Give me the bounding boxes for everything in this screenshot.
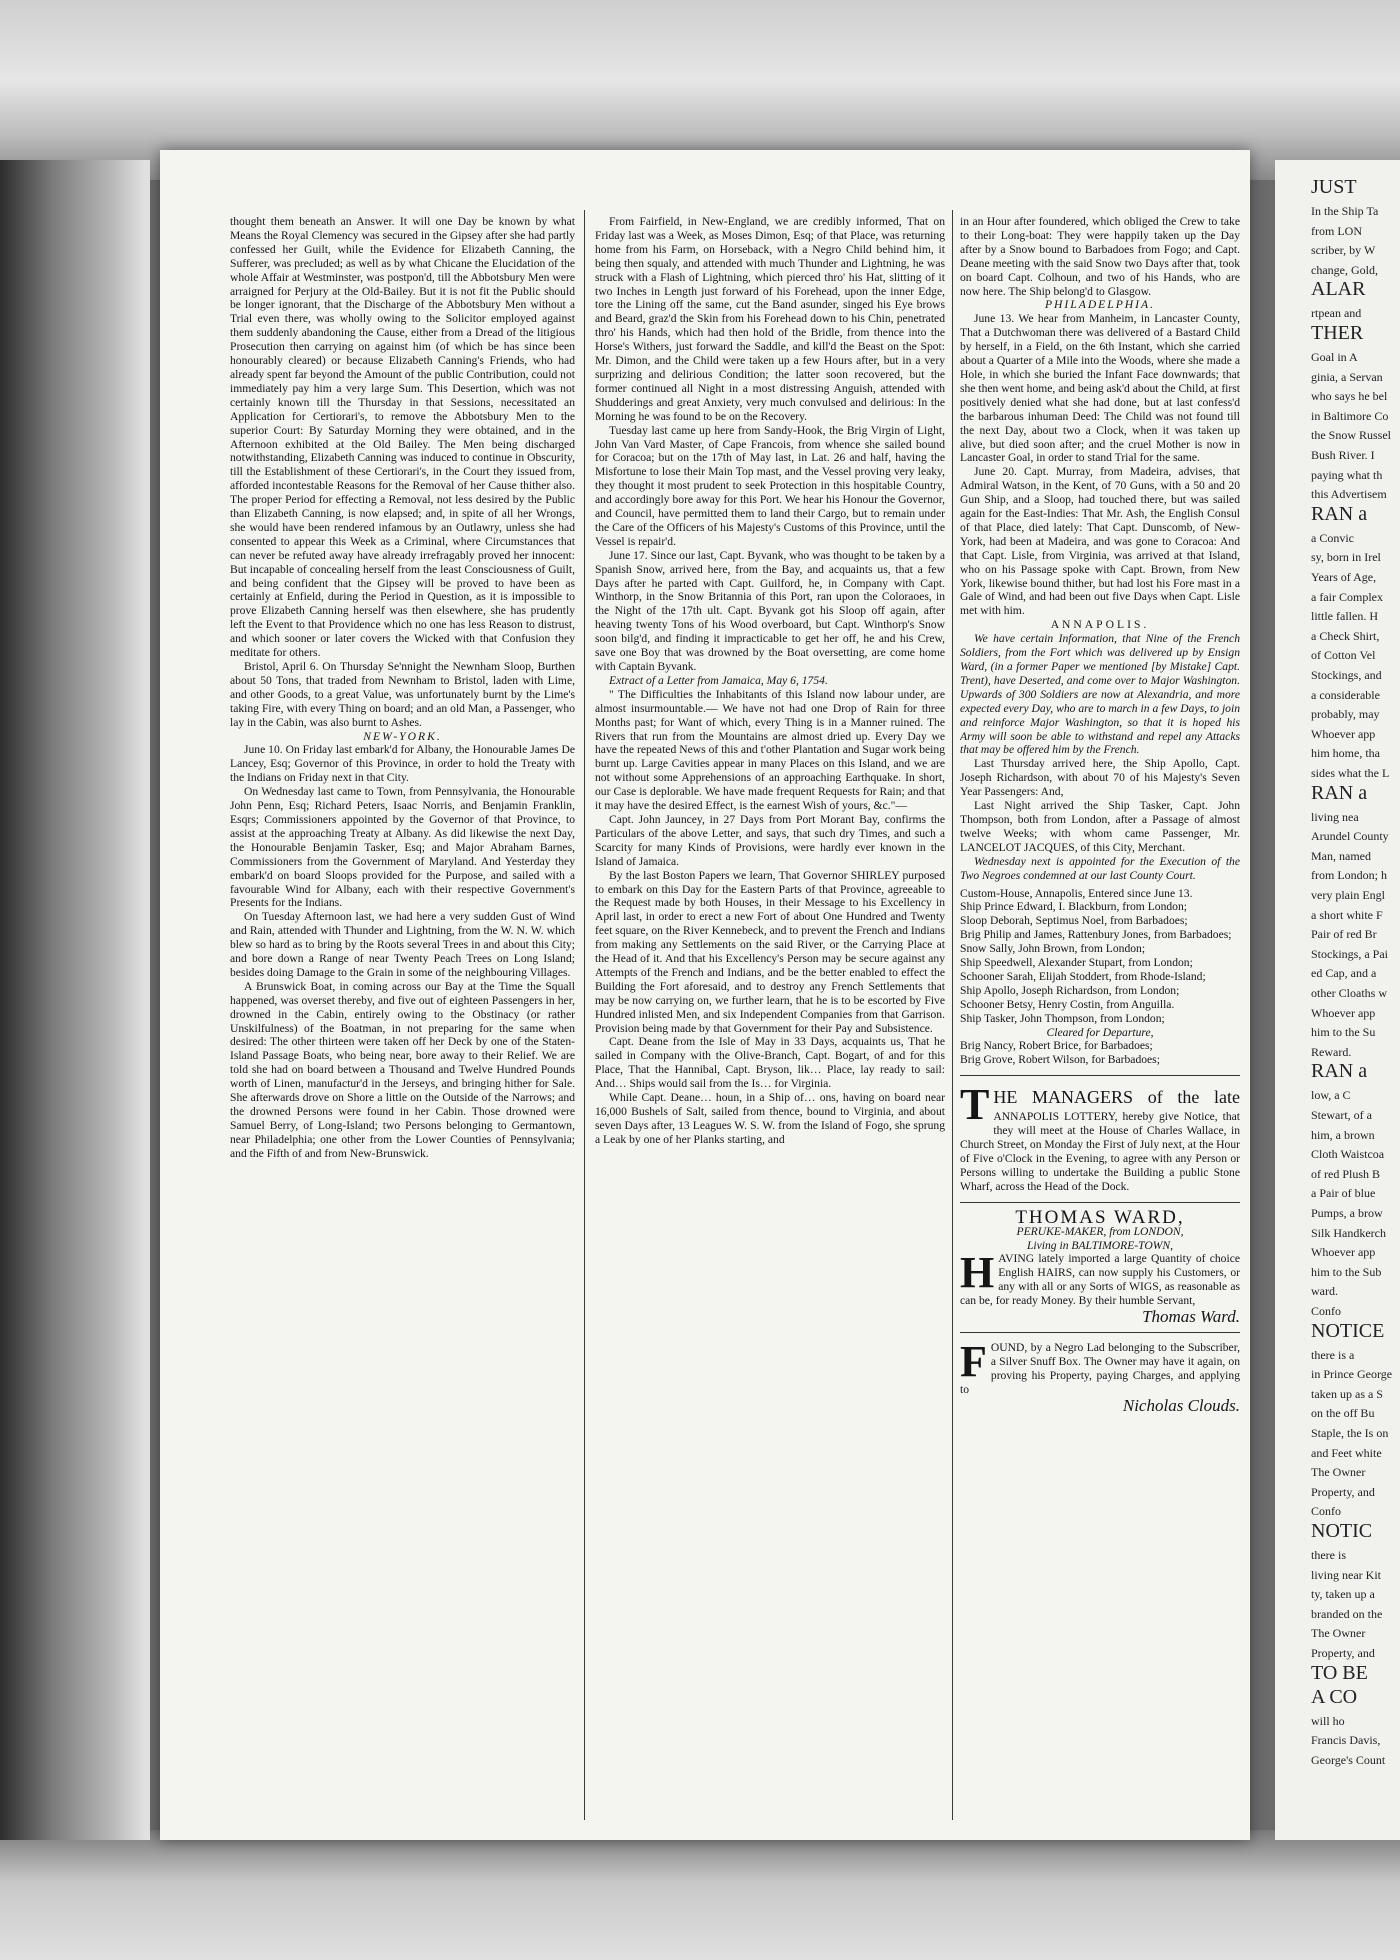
- fragment-line: Arundel County: [1311, 829, 1389, 844]
- article-text: June 20. Capt. Murray, from Madeira, advises, that Admiral Watson, in the Kent, of 70 Guns, with a 50 and 20 Gun Ship, and a Sloop, had touched there, but was sailed again for the East-Indies: That Mr. Ash, the English Consul of that Place, died lately: That Capt. Dunscomb, of New-York, had been at Madeira, and was gone to Coracoa: And that Capt. Lisle, from Virginia, was arrived at that Island, who on his Passage spoke with Capt. Brown, from New York, likewise bound thither, but had lost his Fore mast in a Gale of Wind, and had been out five Days when Capt. Lisle met with him.: [960, 465, 1240, 618]
- divider: [960, 1202, 1240, 1203]
- fragment-line: there is a: [1311, 1347, 1355, 1362]
- fragment-line: a fair Complex: [1311, 589, 1383, 604]
- list-item: Snow Sally, John Brown, from London;: [960, 942, 1146, 956]
- fragment-line: a Convic: [1311, 530, 1354, 545]
- fragment-line: will ho: [1311, 1713, 1345, 1728]
- found-advertisement: [960, 1336, 1240, 1415]
- wigmaker-advertisement: [960, 1206, 1240, 1327]
- fragment-line: Stockings, a Pai: [1311, 946, 1388, 961]
- fragment-line: The Owner: [1311, 1465, 1366, 1480]
- list-item: Brig Philip and James, Rattenbury Jones, from Barbadoes;: [960, 928, 1232, 942]
- fragment-line: him to the Su: [1311, 1025, 1376, 1040]
- fragment-line: Bush River. I: [1311, 448, 1375, 462]
- fragment-line: a Pair of blue: [1311, 1186, 1376, 1201]
- fragment-line: Confo: [1311, 1304, 1341, 1318]
- fragment-line: paying what th: [1311, 467, 1383, 482]
- next-page-fragment: [1275, 160, 1400, 1840]
- fragment-line: him home, tha: [1311, 746, 1380, 761]
- fragment-line: of red Plush B: [1311, 1166, 1380, 1181]
- fragment-line: Pair of red Br: [1311, 927, 1377, 942]
- list-item: Ship Apollo, Joseph Richardson, from London;: [960, 983, 1180, 997]
- fragment-line: and Feet white: [1311, 1445, 1382, 1460]
- article-text: Wednesday next is appointed for the Execution of the Two Negroes condemned at our last County Court.: [960, 854, 1240, 882]
- column-rule: [952, 210, 953, 1820]
- dateline-annapolis: ANNAPOLIS.: [1050, 618, 1150, 632]
- fragment-line: other Cloaths w: [1311, 986, 1387, 1000]
- scan-background-bottom: [0, 1830, 1400, 1960]
- letter-text: " The Difficulties the Inhabitants of this Island now labour under, are almost insurmountable.— We have not had one Drop of Rain for three Months past; for Want of which, every Thing is in a Manner ruined. The Rivers that run from the Mountains are almost dried up. Every Day we have the repeated News of this and t'other Plantation and Sugar work being burnt up. Large Cavities appear in many Places on this Island, and we are not without some Apprehensions of an approaching Earthquake. In short, our Case is deplorable. We have made frequent Requests for Rain; and that it may have the desired Effect, is the earnest Wish of yours, &c."—: [595, 687, 945, 813]
- ad-name: THOMAS WARD,: [1015, 1206, 1185, 1228]
- fragment-line: ginia, a Servan: [1311, 369, 1383, 384]
- fragment-line: NOTIC: [1311, 1520, 1373, 1542]
- ad-signature: Nicholas Clouds.: [1122, 1395, 1240, 1415]
- column-2: [595, 215, 945, 1820]
- article-text: June 10. On Friday last embark'd for Albany, the Honourable James De Lancey, Esq; Governor of this Province, in order to hold the Treaty with the Indians on Friday next in that City.: [230, 743, 575, 785]
- article-text: From Fairfield, in New-England, we are credibly informed, That on Friday last was a Week, as Moses Dimon, Esq; of that Place, was returning home from his Farm, on Horseback, with a Negro Child behind him, it being then squaly, and attended with much Thunder and Lightning, he was struck with a Flash of Lightning, which pierced thro' his Hat, slitting of it two Inches in Length just forward of his Forehead, upon the inner Edge, tore the Lining off the same, cut the Band asunder, singed his Eye brows and Beard, graz'd the Skin from his Forehead down to his Chin, penetrated thro' his Hands, which had then hold of the Bridle, from thence into the Horse's Withers, just forward the Saddle, and kill'd the Beast on the Spot: Mr. Dimon, and the Child were taken up a few Hours after, but in a very surprizing and delirious Condition; the latter soon recovered, but the former continued all Night in a most distressing Anguish, attended with Shudderings and great Anxiety, very much convulsed and delirious: In the Morning he was found to be on the Recovery.: [595, 215, 945, 423]
- fragment-line: Years of Age,: [1311, 570, 1377, 584]
- fragment-line: a considerable: [1311, 687, 1380, 702]
- fragment-line: sy, born in Irel: [1311, 550, 1381, 565]
- fragment-line: TO BE: [1311, 1661, 1368, 1684]
- fragment-line: this Advertisem: [1311, 487, 1387, 502]
- divider: [960, 1332, 1240, 1333]
- fragment-line: Pumps, a brow: [1311, 1206, 1383, 1220]
- newspaper-page: [160, 150, 1250, 1840]
- fragment-line: The Owner: [1311, 1626, 1366, 1641]
- fragment-line: very plain Engl: [1311, 888, 1385, 902]
- fragment-line: Stewart, of a: [1311, 1108, 1372, 1122]
- article-text: Capt. Deane from the Isle of May in 33 Days, acquaints us, That he sailed in Company with the Olive-Branch, Capt. Bogart, of and for this Place, That the Hannibal, Capt. Bryson, lik… Place, lay ready to sail: And… Ships would sail from the Is… for Virginia.: [595, 1035, 945, 1091]
- column-rule: [584, 210, 585, 1820]
- column-1: [230, 215, 575, 1820]
- fragment-line: THER: [1311, 322, 1364, 344]
- divider: [960, 1075, 1240, 1076]
- fragment-line: Whoever app: [1311, 1005, 1376, 1020]
- article-text: Last Night arrived the Ship Tasker, Capt. John Thompson, both from London, after a Passage of almost twelve Weeks; with whom came Passenger, Mr. LANCELOT JACQUES, of this City, Merchant.: [960, 799, 1240, 854]
- fragment-line: Francis Davis,: [1311, 1733, 1381, 1748]
- ad-signature: Thomas Ward.: [1142, 1307, 1240, 1327]
- article-text: June 17. Since our last, Capt. Byvank, who was thought to be taken by a Spanish Snow, arrived here, from the Bay, and acquaints us, that a few Days after he parted with Capt. Guilford, he, in Company with Capt. Winthorp, in the Snow Britannia of this Port, ran upon the Coloraoes, in the Night of the 17th ult. Capt. Byvank got his Sloop off again, after heaving twenty Tons of his Wood overboard, but Capt. Winthorp's Snow soon bilg'd, and finding it impracticable to get her off, he and his Crew, save one Boy that was drowned by the Boat oversetting, are come home with Captain Byvank.: [595, 548, 945, 673]
- article-text: On Tuesday Afternoon last, we had here a very sudden Gust of Wind and Rain, attended with Thunder and Lightning, from the W. N. W. which blew so hard as to bring by the Roots several Trees in and about this City; and bore down a Range of near Twenty Peach Trees on Long Island; besides doing Damage to the Grain in some of the neighbouring Villages.: [230, 910, 575, 979]
- column-3: [960, 215, 1240, 1820]
- list-item: Schooner Betsy, Henry Costin, from Anguilla.: [960, 997, 1175, 1011]
- fragment-line: taken up as a S: [1311, 1386, 1383, 1401]
- fragment-line: ed Cap, and a: [1311, 966, 1377, 981]
- list-item: Cleared for Departure,: [1046, 1025, 1154, 1039]
- fragment-line: him, a brown: [1311, 1127, 1375, 1142]
- ad-location: Living in BALTIMORE-TOWN,: [1026, 1238, 1174, 1252]
- fragment-line: ward.: [1311, 1284, 1338, 1299]
- dateline-philadelphia: PHILADELPHIA.: [1044, 298, 1156, 312]
- fragment-line: Confo: [1311, 1504, 1341, 1519]
- article-text: We have certain Information, that Nine of the French Soldiers, from the Fort which was delivered up by Ensign Ward, (in a former Paper we mentioned [by Mistake] Capt. Trent), have Deserted, and come over to Major Washington. Upwards of 300 Soldiers are now at Alexandria, and more expected every Day, who are to march in a few Days, to join and reinforce Major Washington, so that it is hoped his Army will soon be able to withstand and repel any Attacks that may be offered him by the French.: [960, 632, 1240, 757]
- drop-cap: T: [960, 1080, 990, 1130]
- fragment-line: on the off Bu: [1311, 1406, 1375, 1421]
- article-text: Capt. John Jauncey, in 27 Days from Port Morant Bay, confirms the Particulars of the above Letter, and says, that such dry Times, and such a Scarcity for many Kinds of Provisions, were hardly ever known in the Island of Jamaica.: [595, 812, 945, 868]
- list-item: Ship Speedwell, Alexander Stupart, from London;: [960, 956, 1193, 970]
- drop-cap: F: [960, 1336, 987, 1386]
- ad-title: HE MANAGERS of the late: [993, 1087, 1240, 1108]
- list-item: Ship Prince Edward, I. Blackburn, from London;: [960, 900, 1188, 914]
- fragment-line: Whoever app: [1311, 726, 1376, 741]
- fragment-line: A CO: [1311, 1685, 1358, 1708]
- article-text: On Wednesday last came to Town, from Pennsylvania, the Honourable John Penn, Esq; Richard Peters, Isaac Norris, and Benjamin Franklin, Esqrs; Commissioners appointed by the Governor of that Province, to assist at the approaching Treaty at Albany. As did likewise the next Day, the Honourable Benjamin Tasker, Esq; and Major Abraham Barnes, Commissioners from the Government of Maryland. And Yesterday they embark'd on board Sloops provided for the Purpose, and sailed with a favourable Wind for Albany, each with their respective Government's Presents for the Indians.: [230, 785, 575, 910]
- fragment-line: in Prince George: [1311, 1367, 1393, 1382]
- fragment-line: probably, may: [1311, 707, 1380, 722]
- fragment-line: little fallen. H: [1311, 609, 1378, 624]
- bristol-item: Bristol, April 6. On Thursday Se'nnight the Newnham Sloop, Burthen about 50 Tons, that traded from Newnham to Bristol, laden with Lime, and other Goods, to a great Value, was unfortunately burnt by the Lime's taking Fire, with every Thing on board; and an old Man, a Passenger, who lay in the Cabin, was also burnt to Ashes.: [230, 660, 575, 729]
- fragment-line: scriber, by W: [1311, 243, 1376, 258]
- fragment-line: in Baltimore Co: [1311, 408, 1389, 423]
- fragment-line: Property, and: [1311, 1646, 1375, 1660]
- fragment-line: JUST: [1311, 176, 1357, 198]
- ad-trade: PERUKE-MAKER, from LONDON,: [1016, 1224, 1184, 1238]
- list-item: Custom-House, Annapolis, Entered since June 13.: [960, 886, 1193, 900]
- fragment-line: Staple, the Is on: [1311, 1426, 1389, 1440]
- fragment-line: Reward.: [1311, 1044, 1352, 1059]
- article-text: While Capt. Deane… houn, in a Ship of… ons, having on board near 16,000 Bushels of Salt, sailed from thence, bound to Virginia, and about seven Days after, 13 Leagues W. S. W. from the Island of Fogo, she sprung a Leak by one of her Planks starting, and: [595, 1091, 945, 1146]
- fragment-line: George's Count: [1311, 1752, 1386, 1767]
- fragment-line: Stockings, and: [1311, 668, 1382, 682]
- list-item: Brig Nancy, Robert Brice, for Barbadoes;: [960, 1039, 1153, 1053]
- article-text: Last Thursday arrived here, the Ship Apollo, Capt. Joseph Richardson, with about 70 of his Majesty's Seven Year Passengers: And,: [960, 757, 1240, 799]
- fragment-line: Goal in A: [1311, 350, 1358, 364]
- fragment-line: from LON: [1311, 223, 1362, 238]
- letter-heading: Extract of a Letter from Jamaica, May 6, 1754.: [609, 673, 828, 687]
- fragment-line: ALAR: [1311, 278, 1366, 301]
- fragment-line: from London; h: [1311, 868, 1387, 883]
- list-item: Ship Tasker, John Thompson, from London;: [960, 1011, 1165, 1025]
- fragment-line: a short white F: [1311, 907, 1383, 922]
- fragment-line: living near Kit: [1311, 1567, 1381, 1582]
- fragment-line: there is: [1311, 1548, 1346, 1562]
- fragment-line: Property, and: [1311, 1484, 1375, 1499]
- article-text: A Brunswick Boat, in coming across our Bay at the Time the Squall happened, was overset thereby, and five out of eighteen Passengers in her, drowned in the Cabin, entirely owing to the Obstinacy (or rather Unskilfulness) of the Boatman, in not preparing for the same when desired: The other thirteen were taken off her Deck by one of the Staten-Island Passage Boats, who being near, bore away to their Relief. We are told she had on board between a Thousand and Twelve Hundred Pounds worth of Linen, manufactur'd in the Jerseys, and bringing hither for Sale. She afterwards drove on Shore a little on the Outside of the Narrows; and the drowned Persons were found in her Cabin. Those drowned were Samuel Berry, of Long-Island; two Persons belonging to Germantown, near Philadelphia; one other from the Lower Counties of Pennsylvania; and the Fifth of and from New-Brunswick.: [230, 979, 575, 1160]
- article-text: in an Hour after foundered, which obliged the Crew to take to their Long-boat: They were happily taken up the Day after by a Snow bound to Barbadoes from Fogo; and Capt. Deane meeting with the said Snow two Days after that, took on board Capt. Colhoun, and two of his Hands, who are now here. The Ship belong'd to Glasgow.: [960, 215, 1240, 298]
- list-item: Brig Grove, Robert Wilson, for Barbadoes;: [960, 1053, 1160, 1067]
- ad-body: AVING lately imported a large Quantity of choice English HAIRS, can now supply his Customers, or any with all or any Sorts of WIGS, as reasonable as can be, for ready Money. By their humble Servant,: [960, 1252, 1240, 1308]
- custom-house-list: [960, 887, 1240, 1068]
- ad-body: ANNAPOLIS LOTTERY, hereby give Notice, that they will meet at the House of Charles Wallace, in Church Street, on Monday the First of July next, at the Hour of Five o'Clock in the Evening, to agree with any Person or Persons willing to undertake the Building a public Stone Wharf, across the Head of the Dock.: [960, 1110, 1240, 1193]
- fragment-line: Cloth Waistcoa: [1311, 1147, 1385, 1162]
- fragment-line: ty, taken up a: [1311, 1587, 1375, 1602]
- fragment-line: RAN a: [1311, 781, 1368, 804]
- fragment-line: RAN a: [1311, 1060, 1368, 1083]
- fragment-line: rtpean and: [1311, 306, 1362, 321]
- fragment-line: change, Gold,: [1311, 262, 1378, 277]
- list-item: Schooner Sarah, Elijah Stoddert, from Rhode-Island;: [960, 969, 1206, 983]
- article-text: By the last Boston Papers we learn, That Governor SHIRLEY purposed to embark on this Day for the Eastern Parts of that Province, agreeable to the Request made by both Houses, in their Message to his Excellency in April last, in order to erect a new Fort of about One Hundred and Twenty feet square, on the River Kennebeck, and to prevent the French and Indians from making any Settlements on the said River, or the Carrying Place at the Head of it. And that his Excellency's Person may be secure against any Attempts of the French and Indians, and be the better enabled to effect the Building the Fort aforesaid, and to destroy any French Settlements that may be now carrying on, we further learn, that he is to be escorted by Five Hundred inlisted Men, and six Independent Companies from that Garrison. Provision being made by that Government for their Pay and Subsistence.: [595, 868, 945, 1035]
- book-gutter: [0, 160, 150, 1840]
- fragment-line: who says he bel: [1311, 389, 1388, 404]
- drop-cap: H: [960, 1248, 995, 1298]
- fragment-line: living nea: [1311, 809, 1359, 824]
- fragment-line: him to the Sub: [1311, 1264, 1382, 1279]
- article-text: thought them beneath an Answer. It will one Day be known by what Means the Royal Clemency was secured in the Gipsey after she had partly confessed her Guilt, while the Evidence for Elizabeth Canning, the Sufferer, was precluded; as well as by what Chicane the Elucidation of the whole Affair at Westminster, was postpon'd, till the Abbotsbury Men were arraigned for Perjury at the Old-Bailey. But it is not fit the Public should be longer ignorant, that the Discharge of the Abbotsbury Men without a Trial even there, was wholly owing to the Solicitor employed against them suddenly abandoning the Cause, either from a Dread of the litigious Prosecution then carrying on against him (of which be has since been honourably cleared) or because Elizabeth Canning's Friends, who had already spent far beyond the Amount of the public Contribution, could not immediately pay him a very large Sum. This Desertion, which was not certainly known till the Thursday in that Sessions, necessitated an Application for Certiorari's, to remove the Abbotsbury Men to the superior Court: By Saturday Morning they were obtained, and in the Afternoon exhibited at the Old Bailey. The Men being discharged notwithstanding, Elizabeth Canning was induced to continue in Obscurity, till the Establishment of these Certiorari's, in the Court they issued from, afforded incontestable Reasons for the Removal of her Cause thither also. The proper Period for effecting a Removal, not less desired by the Public than Elizabeth Canning, is now elapsed; and, in spite of all her Wrongs, she would have been rendered infamous by an Outlawry, unless she had consented to appear this Week as a Criminal, where Circumstances that can never be refuted away have already irrefragably proved her innocent: But incapable of concealing herself from the least Consciousness of Guilt, and being confident that the Gipsey will be proved to have been as certainly at Enfield, during the Period in Question, as it is impossible to prove Elizabeth Canning herself was then elsewhere, she has prudently left the Event to that Providence which no one has less Reason to distrust, and which sooner or later covers the Wicked with that Confusion they meditate for others.: [230, 215, 575, 660]
- list-item: Sloop Deborah, Septimus Noel, from Barbadoes;: [960, 914, 1188, 928]
- fragment-line: Silk Handkerch: [1311, 1225, 1386, 1240]
- lottery-advertisement: [960, 1080, 1240, 1193]
- fragment-line: In the Ship Ta: [1311, 204, 1379, 218]
- fragment-line: RAN a: [1311, 502, 1368, 525]
- fragment-line: Man, named: [1311, 848, 1371, 863]
- article-text: Tuesday last came up here from Sandy-Hook, the Brig Virgin of Light, John Van Vard Master, of Cape Francois, from whence she sailed bound for Coracoa; but on the 17th of May last, in Lat. 26 and half, having the Misfortune to lose their Main Top mast, and the Vessel proving very leaky, they thought it most prudent to seek Protection in this hospitable Country, and accordingly bore away for this Port. We hear his Honour the Governor, and Council, have permitted them to land their Cargo, but to remain under the Care of the Officers of his Majesty's Customs of this Province, until the Vessel is repair'd.: [595, 423, 945, 548]
- fragment-line: of Cotton Vel: [1311, 648, 1376, 663]
- fragment-line: sides what the L: [1311, 766, 1390, 780]
- fragment-line: NOTICE: [1311, 1319, 1385, 1342]
- ad-body: OUND, by a Negro Lad belonging to the Subscriber, a Silver Snuff Box. The Owner may have it again, on proving his Property, paying Charges, and applying to: [960, 1340, 1240, 1396]
- article-text: June 13. We hear from Manheim, in Lancaster County, That a Dutchwoman there was delivered of a Bastard Child by herself, in a Field, on the 6th Instant, which she carried about a Quarter of a Mile into the Woods, where she made a Hole, in which she buried the Infant Face downwards; that she then went home, and being ask'd about the Child, at first positively denied what she had done, but at last confess'd the barbarous inhuman Deed: The Child was not found till the next Day, about two a Clock, when it was taken up alive, but died soon after; and the cruel Mother is now in Lancaster Goal, in order to stand Trial for the same.: [960, 312, 1240, 465]
- dateline-new-york: NEW-YORK.: [363, 729, 442, 743]
- fragment-line: a Check Shirt,: [1311, 628, 1380, 643]
- fragment-line: branded on the: [1311, 1606, 1383, 1621]
- fragment-line: Whoever app: [1311, 1245, 1376, 1260]
- fragment-line: low, a C: [1311, 1088, 1351, 1103]
- fragment-line: the Snow Russel: [1311, 428, 1392, 443]
